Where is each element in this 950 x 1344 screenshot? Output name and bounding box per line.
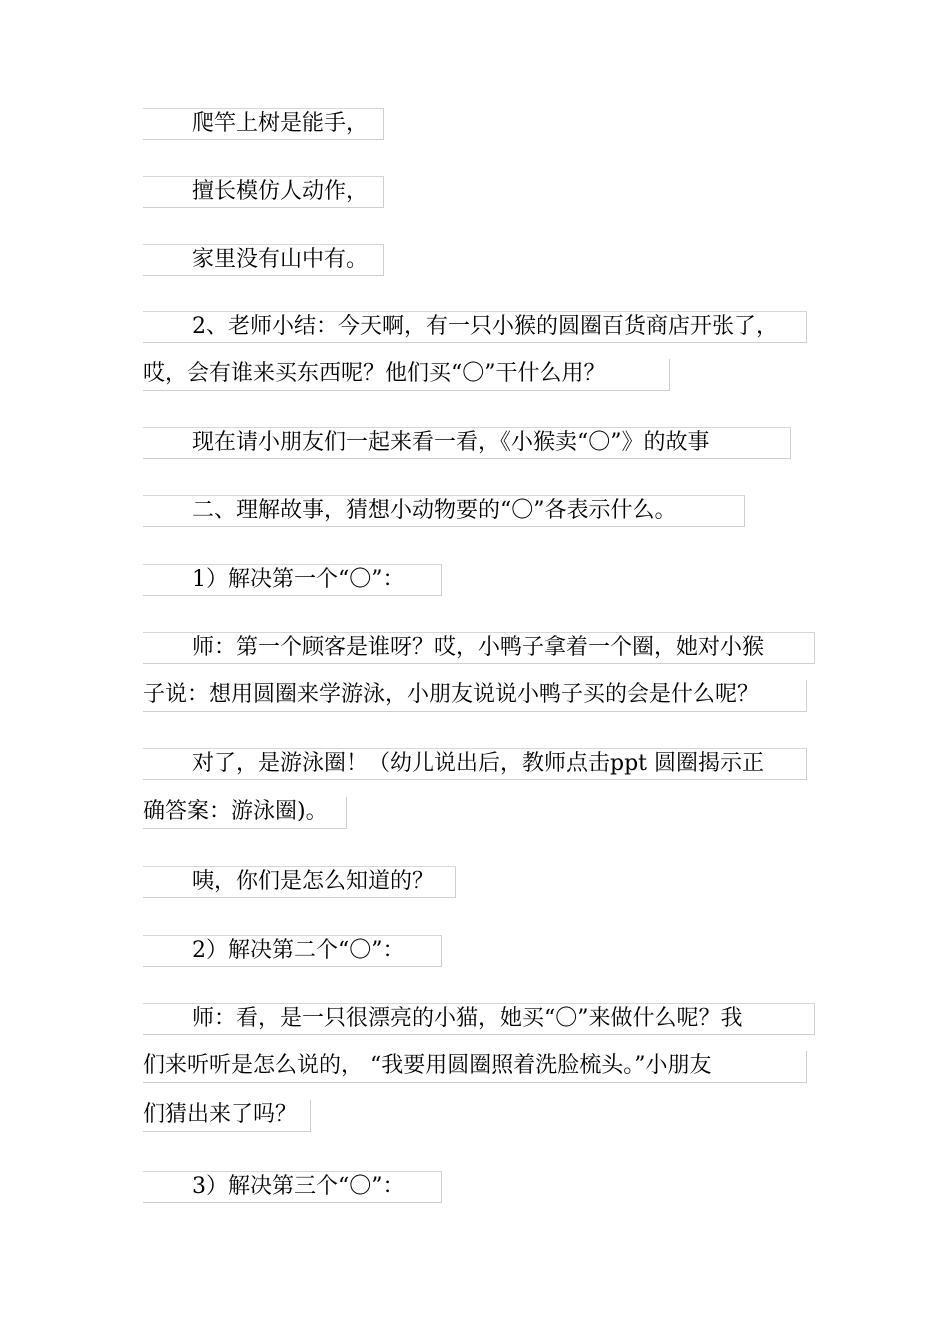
step-3-heading: 3）解决第三个“〇”： <box>143 1171 442 1201</box>
paragraph-duck-line-2: 子说：想用圆圈来学游泳，小朋友说说小鸭子买的会是什么呢？ <box>143 680 807 710</box>
paragraph-duck-line-1: 师：第一个顾客是谁呀？哎，小鸭子拿着一个圈，她对小猴 <box>143 632 815 662</box>
paragraph-story-intro: 现在请小朋友们一起来看一看，《小猴卖“〇”》的故事 <box>143 427 791 457</box>
section-heading-2: 二、理解故事，猜想小动物要的“〇”各表示什么。 <box>143 495 745 525</box>
paragraph-answer-line-2: 确答案：游泳圈)。 <box>143 797 347 827</box>
poem-line-3: 家里没有山中有。 <box>143 244 384 274</box>
poem-line-2: 擅长模仿人动作， <box>143 176 384 206</box>
paragraph-summary-line-1: 2、老师小结：今天啊，有一只小猴的圆圈百货商店开张了， <box>143 311 807 341</box>
step-1-heading: 1）解决第一个“〇”： <box>143 564 442 594</box>
paragraph-cat-line-1: 师：看，是一只很漂亮的小猫，她买“〇”来做什么呢？我 <box>143 1003 815 1033</box>
paragraph-answer-line-1: 对了，是游泳圈！（幼儿说出后，教师点击ppt 圆圈揭示正 <box>143 748 807 778</box>
paragraph-question: 咦，你们是怎么知道的？ <box>143 866 456 896</box>
paragraph-cat-line-2: 们来听听是怎么说的， “我要用圆圈照着洗脸梳头。”小朋友 <box>143 1051 807 1081</box>
paragraph-summary-line-2: 哎，会有谁来买东西呢？他们买“〇”干什么用？ <box>143 359 670 389</box>
step-2-heading: 2）解决第二个“〇”： <box>143 935 442 965</box>
poem-line-1: 爬竿上树是能手， <box>143 108 384 138</box>
paragraph-cat-line-3: 们猜出来了吗？ <box>143 1100 311 1130</box>
